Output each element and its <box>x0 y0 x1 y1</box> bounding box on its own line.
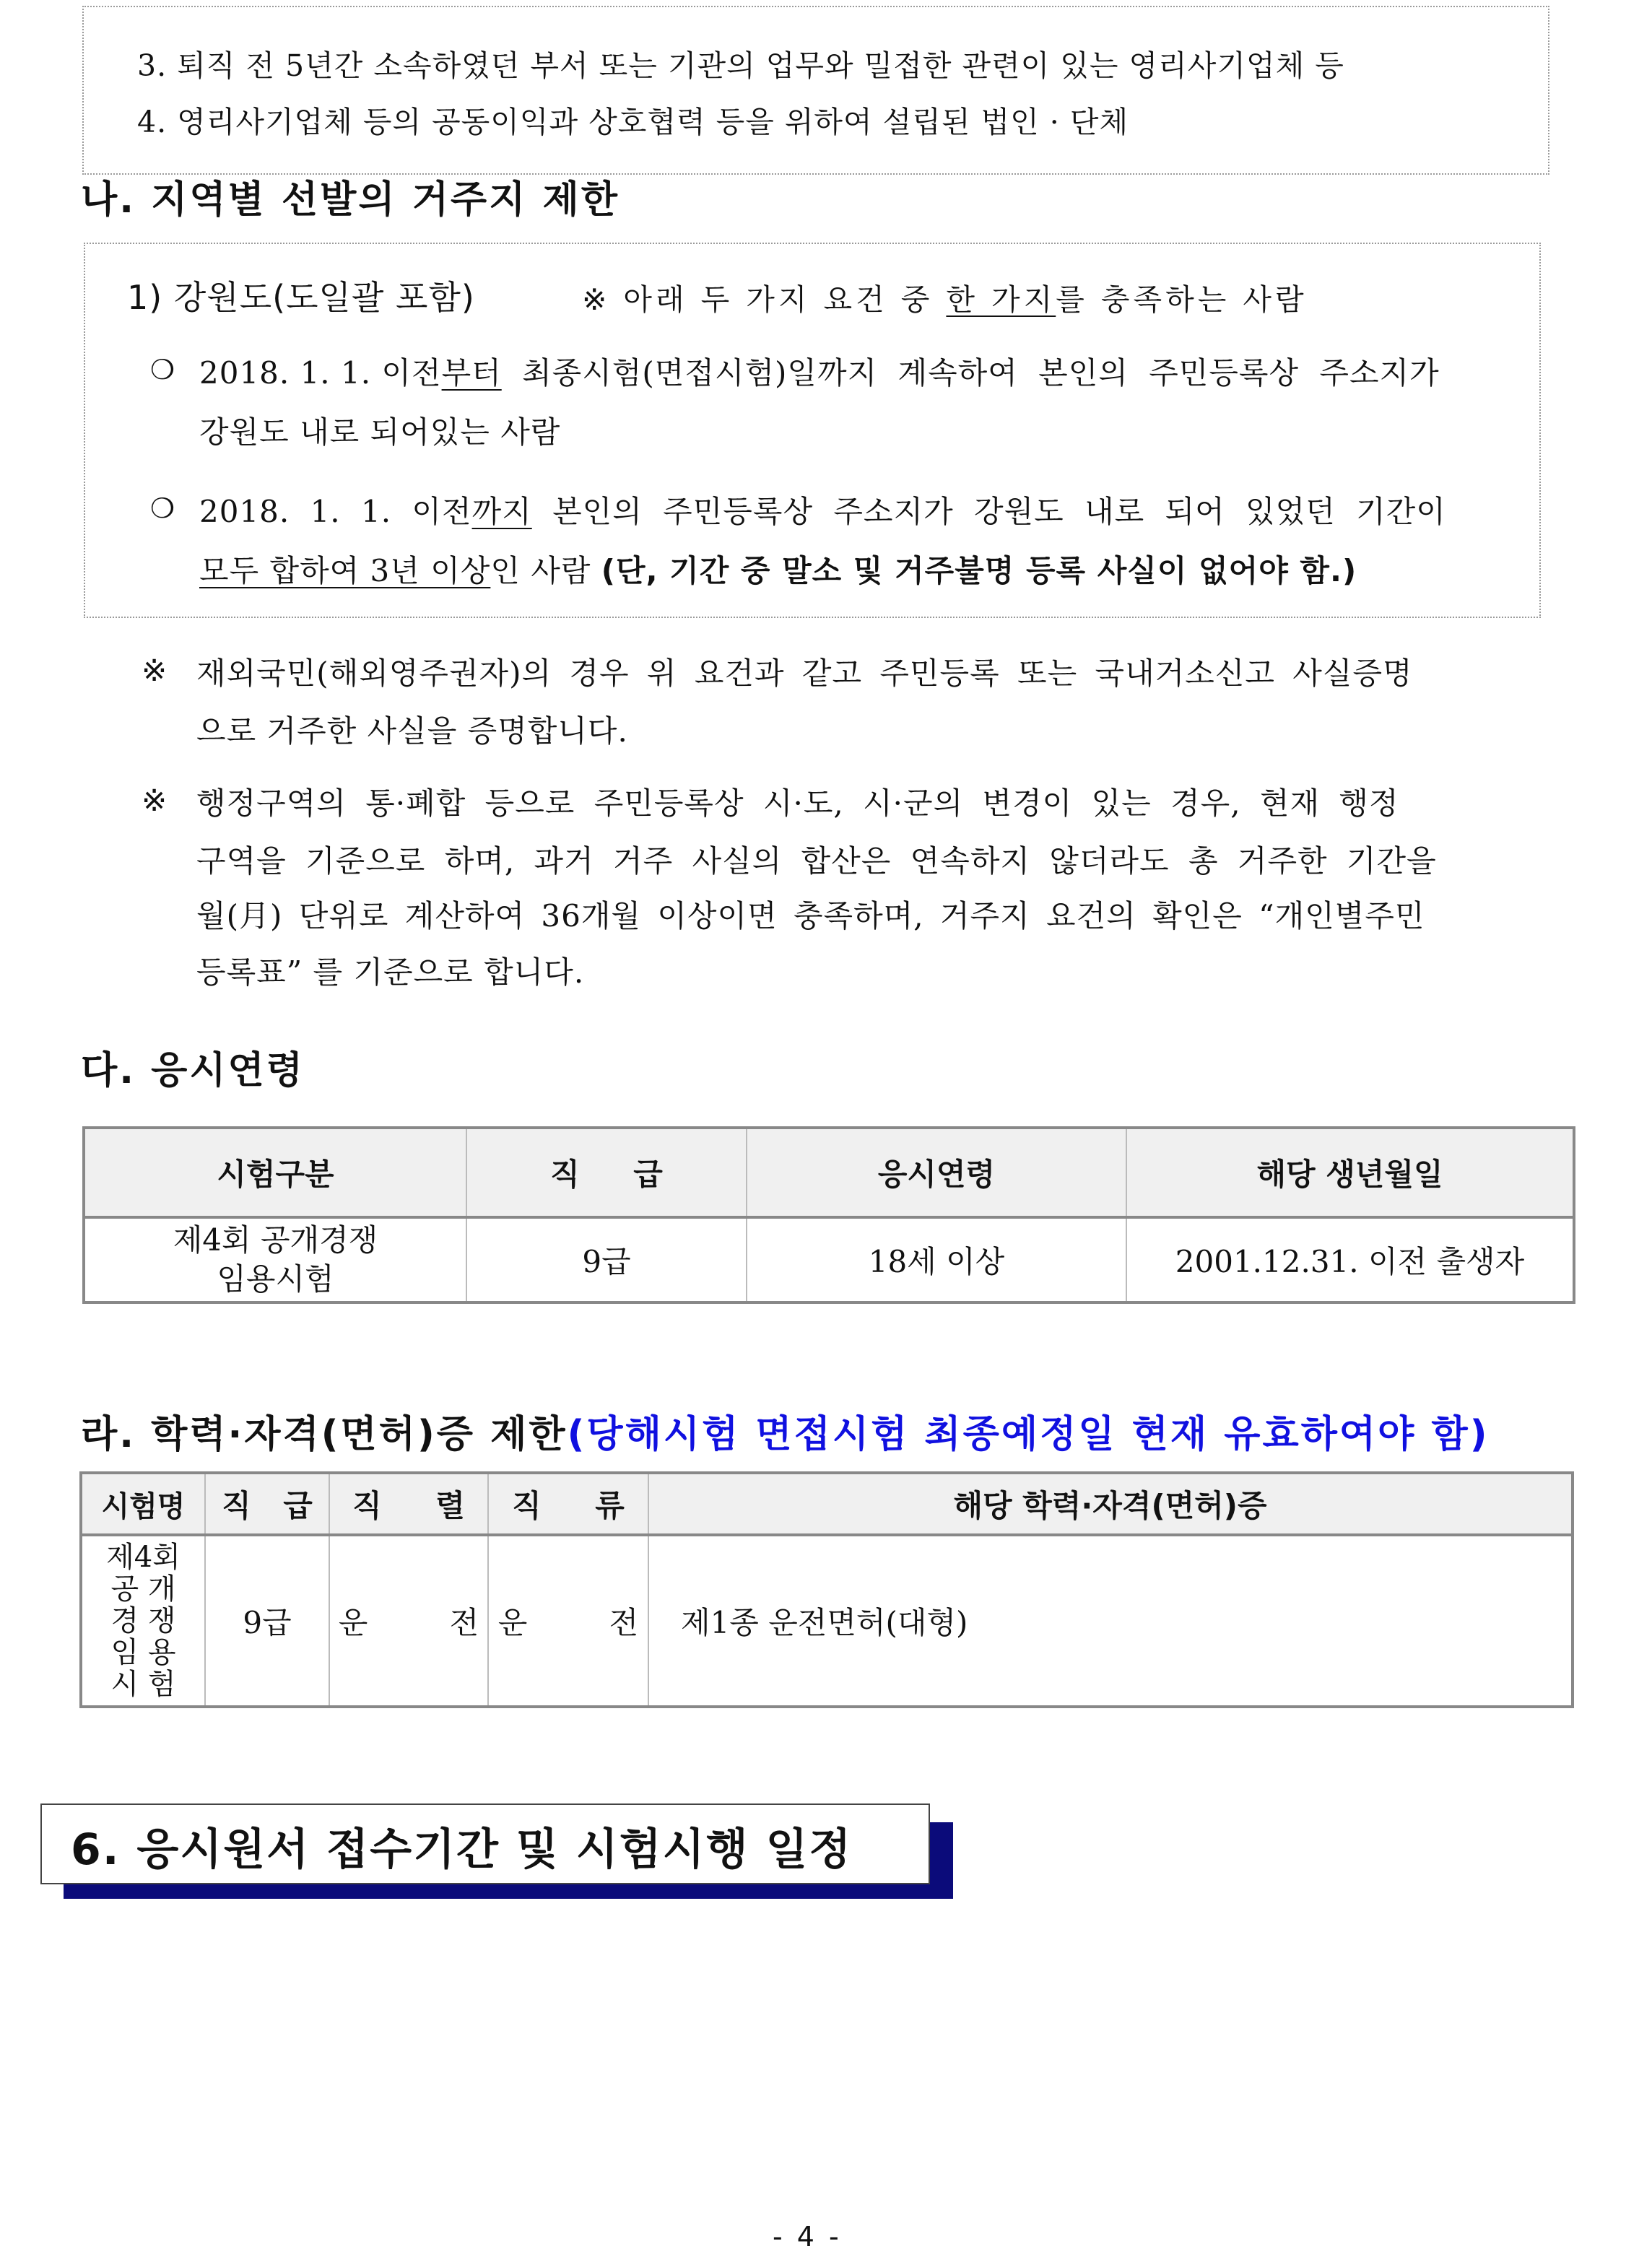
condition-2-line-2-underlined: 모두 합하여 3년 이상 <box>199 553 491 588</box>
condition-2-post: 본인의 주민등록상 주소지가 강원도 내로 되어 있었던 기간이 <box>531 494 1446 529</box>
condition-1-post: 최종시험(면접시험)일까지 계속하여 본인의 주민등록상 주소지가 <box>501 355 1440 391</box>
age-cell-grade: 9급 <box>466 1217 747 1302</box>
license-cell-exam-line: 공 개 <box>110 1572 176 1606</box>
age-cell-exam-line-1: 제4회 공개경쟁 <box>173 1222 378 1258</box>
license-cell-exam <box>81 1535 205 1707</box>
license-table <box>79 1471 1574 1708</box>
license-cell-license: 제1종 운전면허(대형) <box>681 1605 968 1640</box>
region-subtitle-text: 1) 강원도(도일괄 포함) <box>127 278 475 317</box>
condition-2-line-1 <box>199 488 1446 531</box>
age-cell-exam <box>84 1217 466 1302</box>
license-cell-series: 운 전 <box>329 1535 488 1707</box>
condition-2-line-2 <box>199 547 1357 591</box>
top-list-box <box>82 6 1549 175</box>
note-mark-2: ※ <box>142 783 168 818</box>
license-cell-class: 운 전 <box>488 1535 648 1707</box>
age-cell-exam-line-2: 임용시험 <box>217 1261 334 1297</box>
region-note-prefix: ※ 아래 두 가지 요건 중 <box>582 282 947 317</box>
condition-2-pre: 2018. 1. 1. 이전 <box>199 494 472 529</box>
condition-1-line-1 <box>199 349 1525 393</box>
page-number: - 4 - <box>773 2221 842 2253</box>
bullet-icon: ❍ <box>150 492 176 524</box>
note-1-line-2: 으로 거주한 사실을 증명합니다. <box>196 713 628 749</box>
age-header-age: 응시연령 <box>747 1128 1126 1217</box>
section-na-title: 나. 지역별 선발의 거주지 제한 <box>81 178 620 222</box>
condition-1-text <box>199 349 1440 393</box>
age-table-header-row <box>84 1128 1574 1217</box>
note-2-line-3: 월(月) 단위로 계산하여 36개월 이상이면 충족하며, 거주지 요건의 확인은 “개인별주민 <box>196 898 1425 934</box>
license-cell-exam-line: 제4회 <box>106 1541 181 1574</box>
license-header-exam: 시험명 <box>81 1473 205 1535</box>
bullet-icon: ❍ <box>150 354 176 386</box>
license-table-header-row <box>81 1473 1573 1535</box>
license-cell-exam-line: 경 쟁 <box>110 1604 176 1637</box>
table-row <box>81 1535 1573 1707</box>
license-cell-exam-line: 임 용 <box>110 1636 176 1669</box>
section-ra-title <box>81 1404 1490 1458</box>
license-cell-grade: 9급 <box>205 1535 329 1707</box>
list-item-4: 4. 영리사기업체 등의 공동이익과 상호협력 등을 위하여 설립된 법인 · 단체 <box>137 105 1129 139</box>
age-header-grade: 직 급 <box>466 1128 747 1217</box>
license-header-grade: 직 급 <box>205 1473 329 1535</box>
list-item-3: 3. 퇴직 전 5년간 소속하였던 부서 또는 기관의 업무와 밀접한 관련이 있는 영리사기업체 등 <box>137 48 1344 83</box>
condition-2-line-2-mid: 인 사람 <box>490 553 591 588</box>
condition-1-pre: 2018. 1. 1. 이전 <box>199 355 442 391</box>
age-header-exam: 시험구분 <box>84 1128 466 1217</box>
license-header-series: 직 렬 <box>329 1473 488 1535</box>
region-note-suffix: 를 충족하는 사람 <box>1056 282 1308 317</box>
age-table <box>82 1126 1575 1304</box>
condition-2-underlined: 까지 <box>471 494 532 529</box>
note-2-line-1: 행정구역의 통·폐합 등으로 주민등록상 시·도, 시·군의 변경이 있는 경우, 현재 행정 <box>196 786 1399 821</box>
section-ra-title-blue: (당해시험 면접시험 최종예정일 현재 유효하여야 함) <box>567 1413 1490 1456</box>
note-mark-1: ※ <box>142 653 168 688</box>
note-2-line-2: 구역을 기준으로 하며, 과거 거주 사실의 합산은 연속하지 않더라도 총 거주한 기간을 <box>196 843 1437 879</box>
section-6-title: 6. 응시원서 접수기간 및 시험시행 일정 <box>71 1824 853 1875</box>
condition-2-line-2-bold: (단, 기간 중 말소 및 거주불명 등록 사실이 없어야 함.) <box>601 553 1357 588</box>
age-cell-age: 18세 이상 <box>747 1217 1126 1302</box>
note-2-line-4: 등록표” 를 기준으로 합니다. <box>196 954 585 990</box>
region-subtitle <box>127 271 475 319</box>
condition-1-underlined: 부터 <box>441 355 502 391</box>
region-note-underlined: 한 가지 <box>946 282 1056 317</box>
age-header-birth: 해당 생년월일 <box>1126 1128 1574 1217</box>
license-header-license: 해당 학력·자격(면허)증 <box>648 1473 1573 1535</box>
table-row <box>84 1217 1574 1302</box>
note-1-line-1: 재외국민(해외영주권자)의 경우 위 요건과 같고 주민등록 또는 국내거소신고 사실증명 <box>196 656 1413 691</box>
section-da-title: 다. 응시연령 <box>81 1049 305 1092</box>
region-note <box>582 276 1308 318</box>
condition-1-line-2: 강원도 내로 되어있는 사람 <box>199 414 561 450</box>
age-cell-birth: 2001.12.31. 이전 출생자 <box>1175 1244 1525 1279</box>
license-cell-exam-line: 시 험 <box>110 1668 176 1701</box>
section-ra-title-text: 라. 학력·자격(면허)증 제한 <box>81 1413 568 1456</box>
section-6-banner <box>40 1803 930 1884</box>
license-header-class: 직 류 <box>488 1473 648 1535</box>
